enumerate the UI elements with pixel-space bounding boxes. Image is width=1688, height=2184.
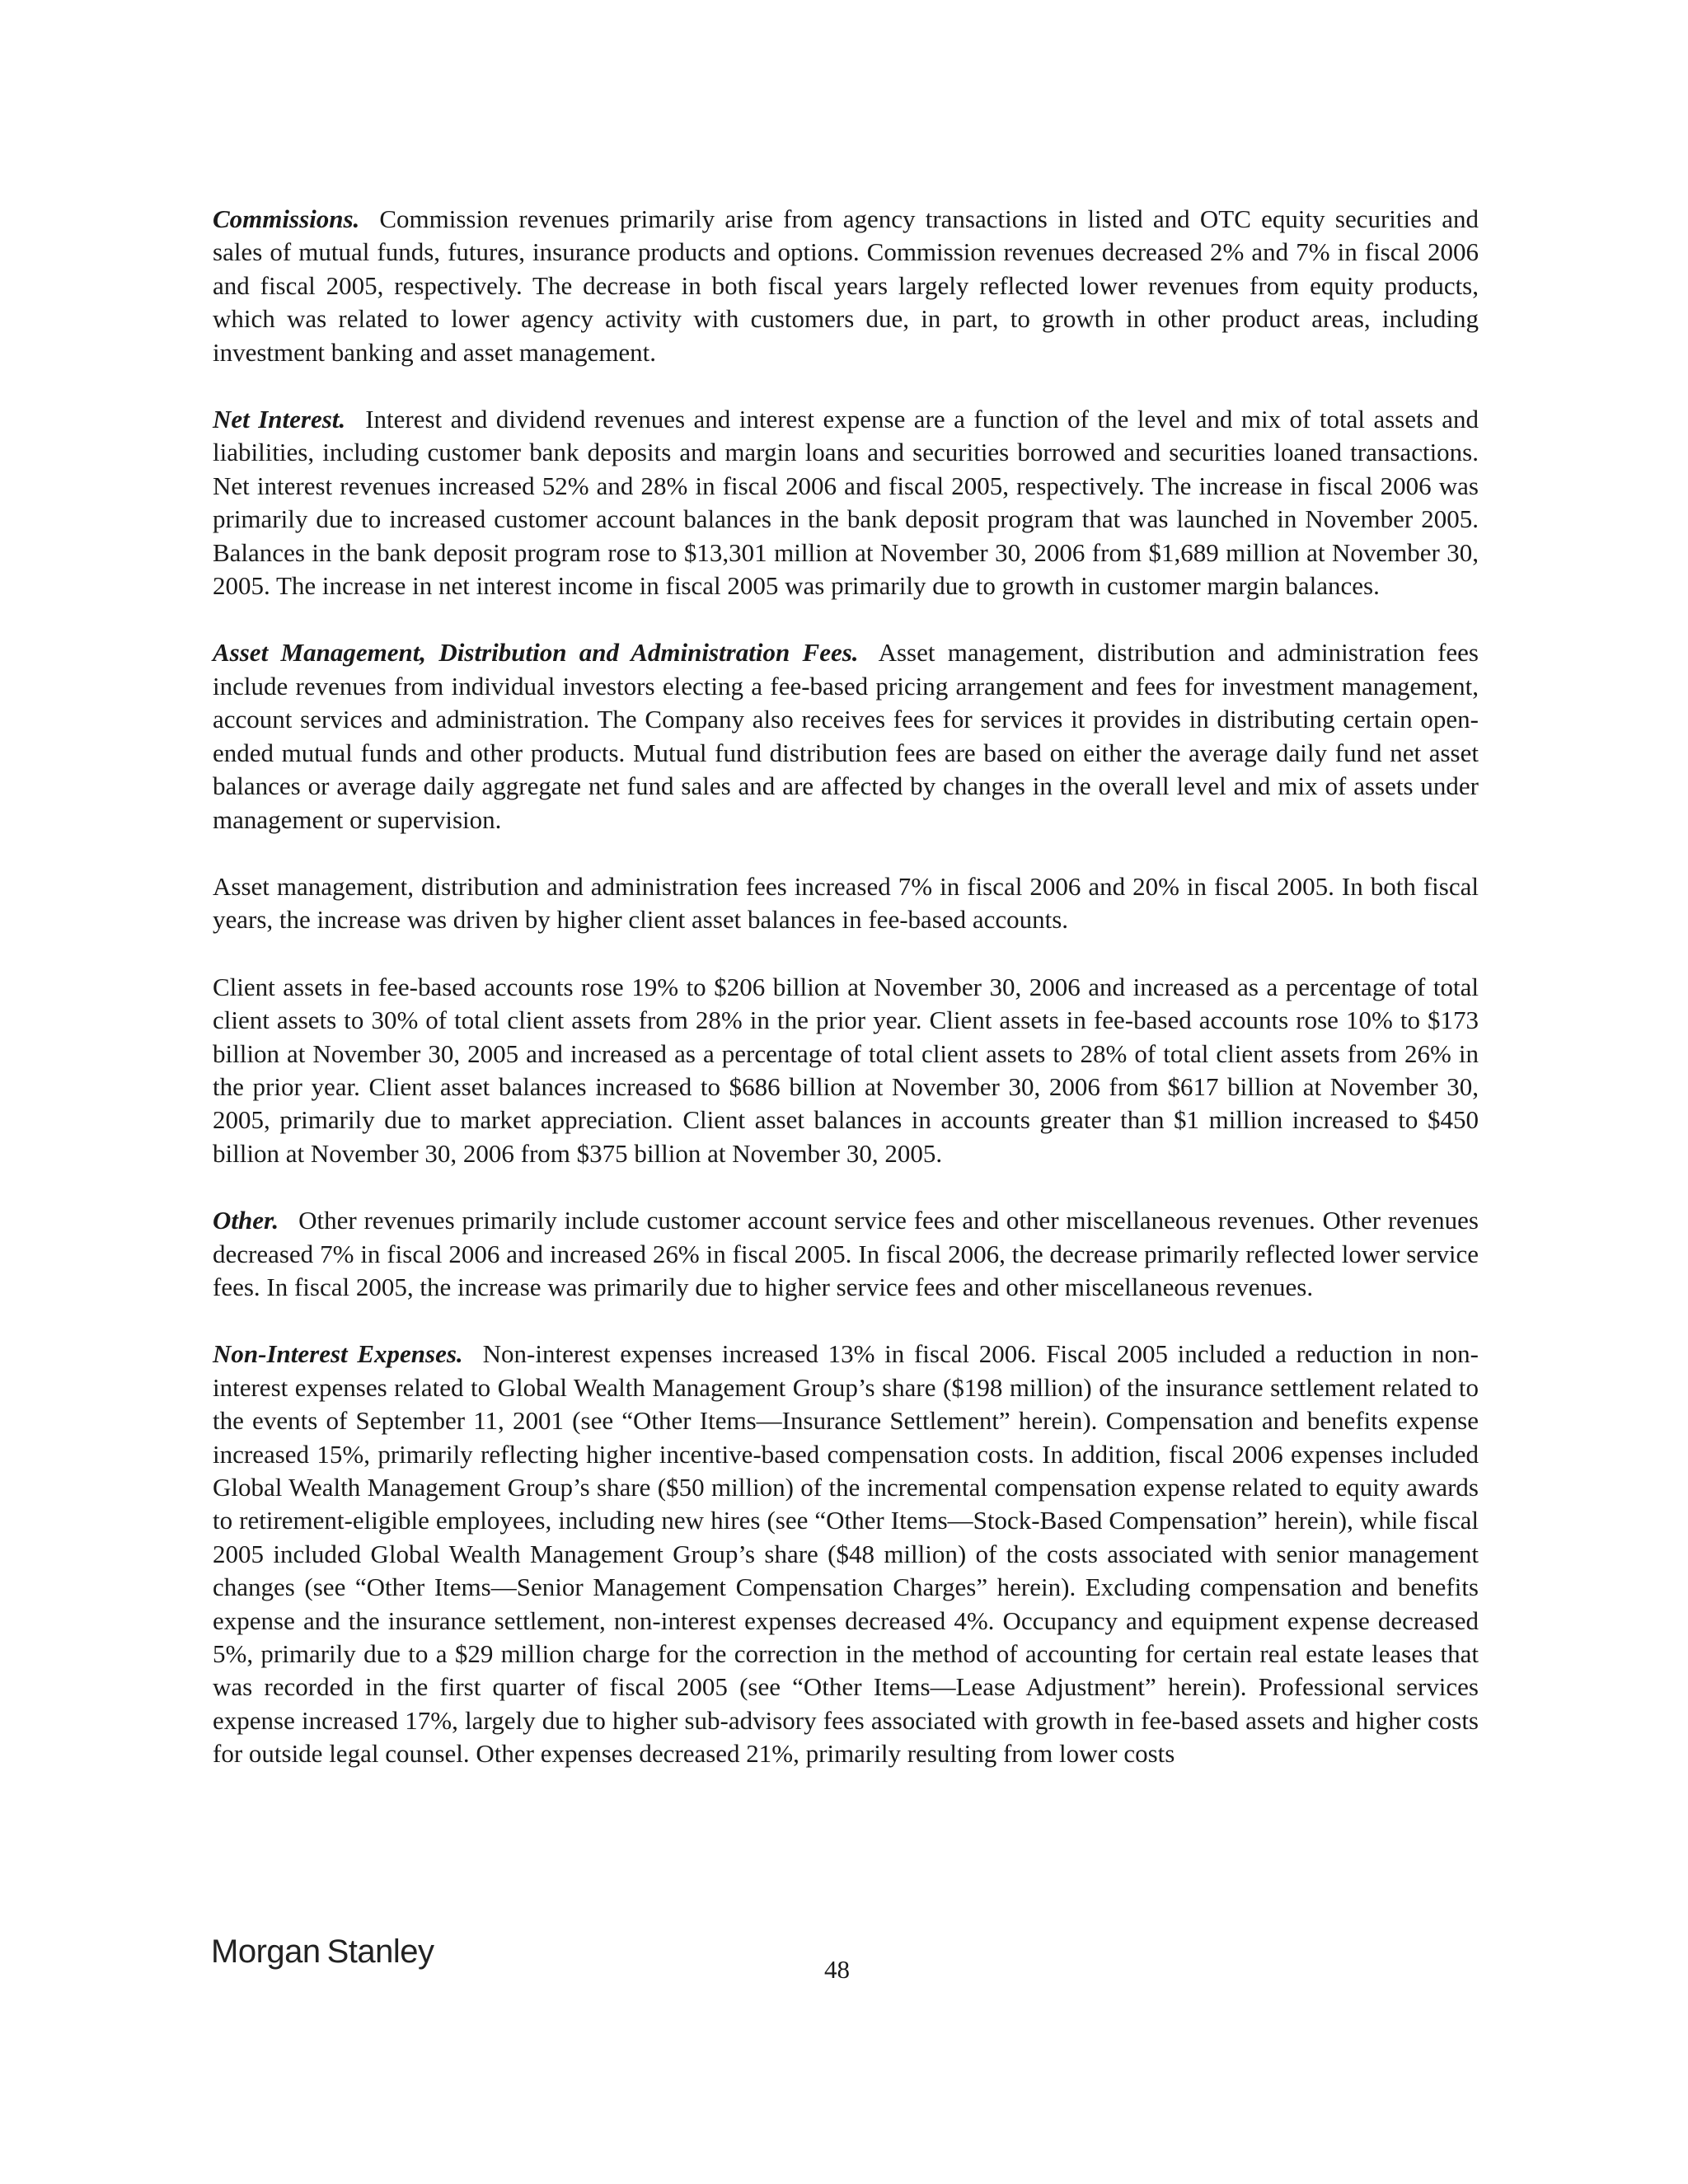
company-logo <box>211 1933 434 1971</box>
document-body <box>213 203 1479 1805</box>
paragraph-asset-management-fees-change <box>213 870 1479 937</box>
paragraph-commissions <box>213 203 1479 369</box>
paragraph-text: Client assets in fee-based accounts rose 19% to $206 billion at November 30, 2006 and increased as a percentage of total client assets to 30% of total client assets from 28% in the prior year. Client assets in fee-based accounts rose 10% to $173 billion at November 30, 2005 and increased as a percentage of total client assets to 28% of total client assets from 26% in the prior year. Client asset balances increased to $686 billion at November 30, 2006 from $617 billion at November 30, 2005, primarily due to market appreciation. Client asset balances in accounts greater than $1 million increased to $450 billion at November 30, 2006 from $375 billion at November 30, 2005. <box>213 972 1479 1168</box>
paragraph-text: Other revenues primarily include customer account service fees and other miscellaneous revenues. Other revenues decreased 7% in fiscal 2006 and increased 26% in fiscal 2005. In fiscal 2006, the decrease primarily reflected lower service fees. In fiscal 2005, the increase was primarily due to higher service fees and other miscellaneous revenues. <box>213 1206 1479 1301</box>
paragraph-heading: Asset Management, Distribution and Administration Fees. <box>213 638 859 668</box>
logo-word-stanley: Stanley <box>326 1933 434 1970</box>
paragraph-heading: Net Interest. <box>213 405 346 434</box>
paragraph-client-assets <box>213 971 1479 1170</box>
page-number: 48 <box>824 1955 850 1984</box>
paragraph-text: Non-interest expenses increased 13% in fiscal 2006. Fiscal 2005 included a reduction in non-interest expenses related to Global Wealth Management Group’s share ($198 million) of the insurance settlement related to the events of September 11, 2001 (see “Other Items—Insurance Settlement” herein). Compensation and benefits expense increased 15%, primarily reflecting higher incentive-based compensation costs. In addition, fiscal 2006 expenses included Global Wealth Management Group’s share ($50 million) of the incremental compensation expense related to equity awards to retirement-eligible employees, including new hires (see “Other Items—Stock-Based Compensation” herein), while fiscal 2005 included Global Wealth Management Group’s share ($48 million) of the costs associated with senior management changes (see “Other Items—Senior Management Compensation Charges” herein). Excluding compensation and benefits expense and the insurance settlement, non-interest expenses decreased 4%. Occupancy and equipment expense decreased 5%, primarily due to a $29 million charge for the correction in the method of accounting for certain real estate leases that was recorded in the first quarter of fiscal 2005 (see “Other Items—Lease Adjustment” herein). Professional services expense increased 17%, largely due to higher sub-advisory fees associated with growth in fee-based assets and higher costs for outside legal counsel. Other expenses decreased 21%, primarily resulting from lower costs <box>213 1339 1479 1769</box>
paragraph-asset-management <box>213 636 1479 836</box>
paragraph-text: Asset management, distribution and administration fees increased 7% in fiscal 2006 and 20% in fiscal 2005. In both fiscal years, the increase was driven by higher client asset balances in fee-based accounts. <box>213 871 1479 935</box>
paragraph-heading: Non-Interest Expenses. <box>213 1339 463 1369</box>
paragraph-net-interest <box>213 403 1479 602</box>
paragraph-other <box>213 1204 1479 1304</box>
logo-word-morgan: Morgan <box>211 1933 321 1970</box>
paragraph-heading: Other. <box>213 1206 279 1235</box>
paragraph-text: Asset management, distribution and administration fees include revenues from individual investors electing a fee-based pricing arrangement and fees for investment management, account services and administration. The Company also receives fees for services it provides in distributing certain open-ended mutual funds and other products. Mutual fund distribution fees are based on either the average daily fund net asset balances or average daily aggregate net fund sales and are affected by changes in the overall level and mix of assets under management or supervision. <box>213 638 1479 834</box>
paragraph-non-interest-expenses <box>213 1338 1479 1770</box>
paragraph-heading: Commissions. <box>213 204 360 233</box>
paragraph-text: Interest and dividend revenues and interest expense are a function of the level and mix of total assets and liabilities, including customer bank deposits and margin loans and securities borrowed and securities loaned transactions. Net interest revenues increased 52% and 28% in fiscal 2006 and fiscal 2005, respectively. The increase in fiscal 2006 was primarily due to increased customer account balances in the bank deposit program that was launched in November 2005. Balances in the bank deposit program rose to $13,301 million at November 30, 2006 from $1,689 million at November 30, 2005. The increase in net interest income in fiscal 2005 was primarily due to growth in customer margin balances. <box>213 405 1479 601</box>
paragraph-text: Commission revenues primarily arise from agency transactions in listed and OTC equity securities and sales of mutual funds, futures, insurance products and options. Commission revenues decreased 2% and 7% in fiscal 2006 and fiscal 2005, respectively. The decrease in both fiscal years largely reflected lower revenues from equity products, which was related to lower agency activity with customers due, in part, to growth in other product areas, including investment banking and asset management. <box>213 204 1479 367</box>
